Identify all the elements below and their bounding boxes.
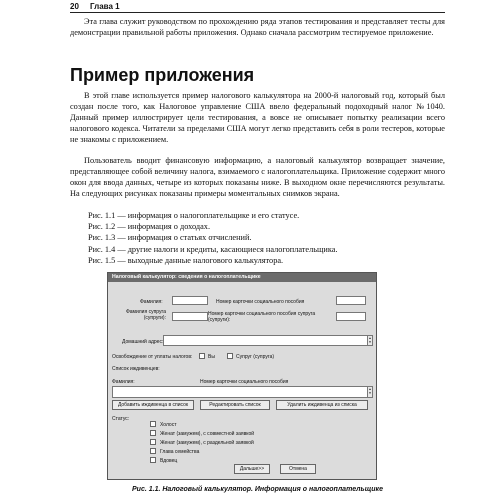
figure-list-item: Рис. 1.4 — другие налоги и кредиты, касающиеся налогоплательщика.	[88, 244, 338, 254]
body-paragraph-2: Пользователь вводит финансовую информацию, а налоговый калькулятор возвращает значение, представляющее собой величину налога, взимаемого с налогоплательщика. Приложение содержит много окон для ввода данных, четыре из которых показаны ниже. В выходном окне перечисляются результаты. На следующих рисунках показаны примеры моментальных снимков экрана.	[70, 156, 445, 198]
figure-list-item: Рис. 1.3 — информация о статьях отчислений.	[88, 233, 252, 243]
figure-list-item: Рис. 1.5 — выходные данные налогового калькулятора.	[88, 255, 284, 265]
exemption-spouse-checkbox[interactable]	[227, 353, 233, 359]
spouse-surname-input[interactable]	[172, 312, 208, 321]
dependents-title: Список иждивенцев:	[112, 366, 160, 372]
exemption-you-label: Вы	[208, 354, 215, 360]
address-label: Домашний адрес:	[122, 339, 164, 345]
status-option-label: Вдовец	[160, 458, 178, 464]
ssn-label: Номер карточки социального пособия	[216, 299, 305, 305]
remove-dependent-button[interactable]: Удалить иждивенца из списка	[276, 400, 368, 410]
dependent-surname-column: Фамилия:	[112, 379, 135, 385]
body-paragraph-1: В этой главе используется пример налогового калькулятора на 2000-й налоговый год, который был создан после того, как Налоговое управление США ввело федеральный подоходный налог №1040. Данный пример иллюстрирует цели тестирования, а вовсе не описывает попытку реализации всего налогового кодекса. Читатели за пределами США могут легко представить себя в роли тестеров, которые не знакомы с приложением.	[70, 91, 445, 144]
taxpayer-dialog	[107, 272, 377, 480]
status-single-checkbox[interactable]	[150, 421, 156, 427]
spouse-ssn-label: Номер карточки социального пособия супруга (супруги):	[208, 311, 316, 323]
exemption-you-checkbox[interactable]	[199, 353, 205, 359]
status-head-checkbox[interactable]	[150, 448, 156, 454]
status-label: Статус:	[112, 416, 130, 422]
next-button[interactable]: Дальше>>	[234, 464, 270, 474]
dependents-list[interactable]	[112, 386, 373, 398]
figure-caption: Рис. 1.1. Налоговый калькулятор. Информация о налогоплательщике	[132, 486, 383, 493]
spouse-surname-label: Фамилия супруга (супруги):	[125, 309, 166, 321]
address-input[interactable]	[163, 335, 373, 346]
status-joint-checkbox[interactable]	[150, 430, 156, 436]
status-option-label: Женат (замужем), с совместной заявкой	[160, 431, 255, 437]
status-option-label: Женат (замужем), с раздельной заявкой	[160, 440, 254, 446]
page-number: 20	[70, 2, 79, 11]
address-scroll[interactable]: ▴ ▾	[367, 336, 372, 345]
surname-label: Фамилия:	[140, 299, 163, 305]
figure-list-item: Рис. 1.2 — информация о доходах.	[88, 222, 211, 232]
status-separate-checkbox[interactable]	[150, 439, 156, 445]
figure-list-item: Рис. 1.1 — информация о налогоплательщике и его статусе.	[88, 211, 300, 220]
section-title: Пример приложения	[70, 65, 255, 85]
dependent-ssn-column: Номер карточки социального пособия	[200, 379, 289, 385]
add-dependent-button[interactable]: Добавить иждивенца в список	[112, 400, 194, 410]
exemption-label: Освобождение от уплаты налогов:	[112, 354, 193, 360]
figure-list	[88, 210, 438, 266]
chapter-title: Глава 1	[90, 2, 120, 11]
surname-input[interactable]	[172, 296, 208, 305]
intro-paragraph: Эта глава служит руководством по прохождению ряда этапов тестирования и представляет тесты для демонстрации правильной работы приложения. Однако сначала рассмотрим тестируемое приложение.	[70, 17, 445, 37]
dialog-title: Налоговый калькулятор: сведения о налогоплательщике	[108, 273, 376, 282]
status-option-label: Холост	[160, 422, 177, 428]
running-head	[70, 2, 445, 13]
exemption-spouse-label: Супруг (супруга)	[236, 354, 275, 360]
status-widower-checkbox[interactable]	[150, 457, 156, 463]
dependents-list-scroll[interactable]: ▴ ▾	[367, 387, 372, 397]
ssn-input[interactable]	[336, 296, 366, 305]
edit-list-button[interactable]: Редактировать список	[200, 400, 270, 410]
status-option-label: Глава семейства	[160, 449, 200, 455]
cancel-button[interactable]: Отмена	[280, 464, 316, 474]
spouse-ssn-input[interactable]	[336, 312, 366, 321]
